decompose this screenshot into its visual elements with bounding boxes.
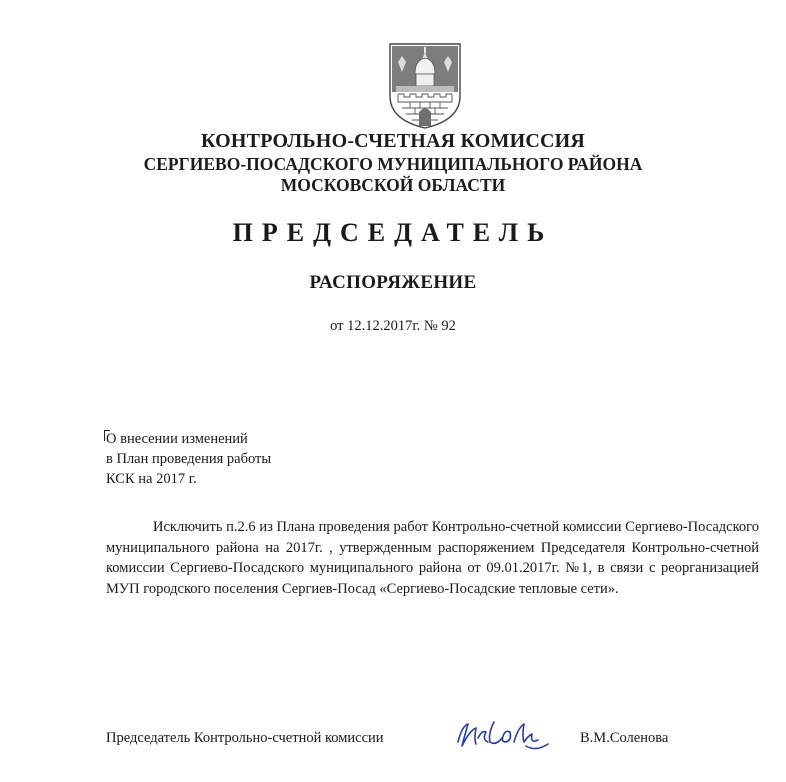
header-line-1: КОНТРОЛЬНО-СЧЕТНАЯ КОМИССИЯ — [200, 130, 586, 152]
subject-line-2: в План проведения работы — [106, 451, 272, 467]
header-line-3: МОСКОВСКОЙ ОБЛАСТИ — [280, 175, 506, 195]
corner-bracket-mark — [104, 430, 110, 441]
header-line-2: СЕРГИЕВО-ПОСАДСКОГО МУНИЦИПАЛЬНОГО РАЙОНА — [143, 154, 643, 174]
date-number-line: от 12.12.2017г. № 92 — [330, 318, 456, 334]
body-paragraph — [106, 517, 759, 599]
document-type: РАСПОРЯЖЕНИЕ — [309, 272, 477, 293]
signatory-name: В.М.Соленова — [580, 730, 669, 746]
body-text: Исключить п.2.6 из Плана проведения работ Контрольно-счетной комиссии Сергиево-Посадского муниципального района на 2017г. , утвержденным распоряжением Председателя Контрольно-счетной комиссии Сергиево-Посадского муниципального района от 09.01.2017г. №1, в связи с реорганизацией МУП городского поселения Сергиев-Посад «Сергиево-Посадские тепловые сети». — [106, 519, 759, 597]
handwritten-signature — [452, 716, 562, 756]
coat-of-arms-emblem — [388, 42, 462, 130]
subject-line-1: О внесении изменений — [106, 431, 248, 447]
signatory-role: Председатель Контрольно-счетной комиссии — [106, 730, 384, 746]
subject-line-3: КСК на 2017 г. — [106, 471, 197, 487]
subject-block — [106, 429, 271, 489]
chairman-title: ПРЕДСЕДАТЕЛЬ — [232, 218, 554, 247]
